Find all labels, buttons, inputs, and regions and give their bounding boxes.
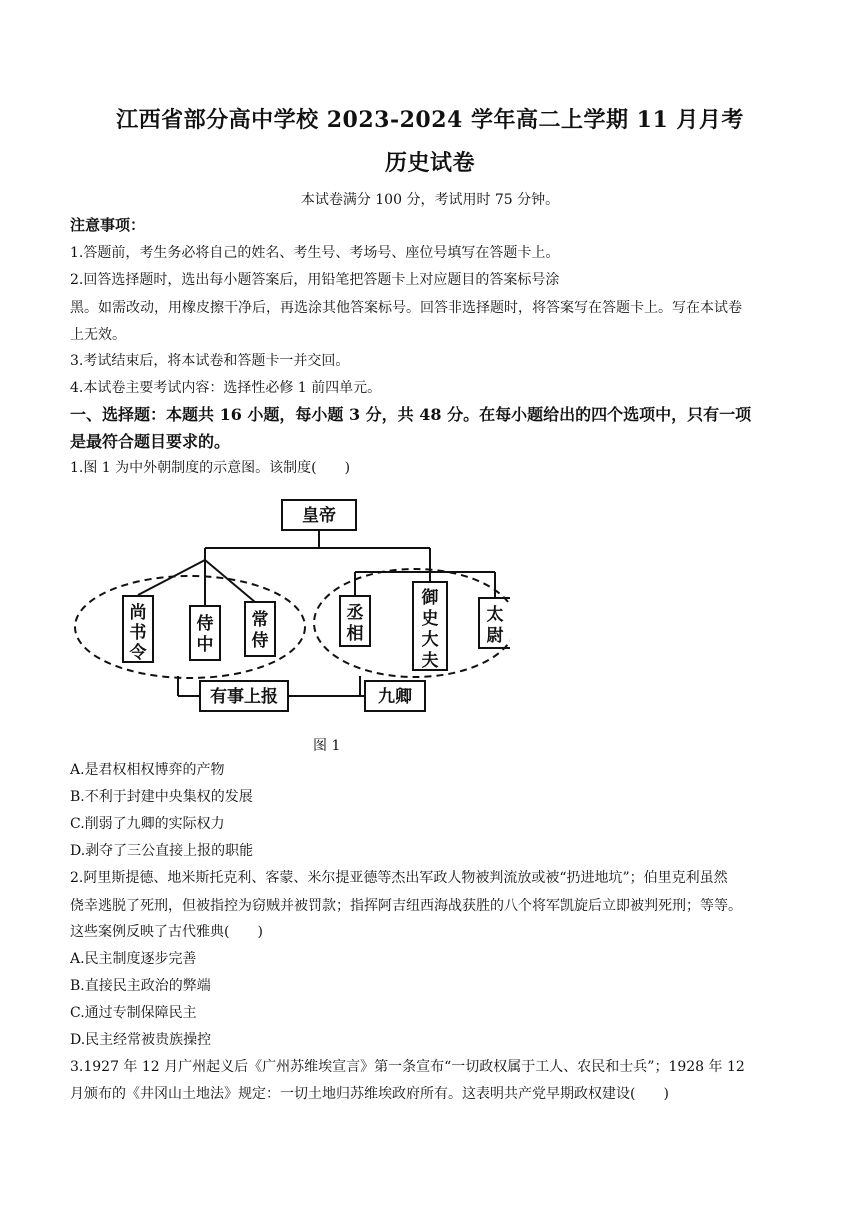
- diagram-char: 相: [346, 624, 364, 644]
- ministers-label: 九卿: [378, 687, 412, 707]
- figure-caption: 图 1: [313, 738, 341, 754]
- notice-item-2-line-2: 黑。如需改动，用橡皮擦干净后，再选涂其他答案标号。回答非选择题时，将答案写在答题卡上。写在本试卷: [70, 300, 742, 316]
- inner-official-label-2: [197, 613, 214, 655]
- q2-option-d[interactable]: D.民主经常被贵族操控: [70, 1032, 212, 1048]
- section-heading-line-1: 一、选择题：本题共 16 小题，每小题 3 分，共 48 分。在每小题给出的四个选项中，只有一项: [70, 405, 752, 424]
- outer-official-label-3: [487, 604, 504, 646]
- diagram-char: 尚: [129, 603, 147, 623]
- emperor-label: 皇帝: [302, 506, 336, 526]
- court-system-diagram: [70, 490, 510, 720]
- diagram-char: 令: [129, 643, 147, 663]
- q2-option-a[interactable]: A.民主制度逐步完善: [70, 951, 197, 967]
- q1-option-a[interactable]: A.是君权相权博弈的产物: [70, 762, 225, 778]
- diagram-char: 中: [196, 635, 214, 655]
- diagram-char: 夫: [421, 651, 439, 671]
- q1-option-d[interactable]: D.剥夺了三公直接上报的职能: [70, 843, 254, 859]
- question-2-line-3: 这些案例反映了古代雅典( ): [70, 924, 263, 940]
- question-1-stem: 1.图 1 为中外朝制度的示意图。该制度( ): [70, 460, 351, 476]
- diagram-char: 侍: [196, 614, 214, 634]
- subject-title: 历史试卷: [384, 150, 475, 176]
- notice-item-2-line-1: 2.回答选择题时，选出每小题答案后，用铅笔把答题卡上对应题目的答案标号涂: [70, 272, 560, 288]
- diagram-char: 侍: [251, 631, 269, 651]
- outer-official-label-2: [422, 587, 439, 671]
- notice-item-3: 3.考试结束后，将本试卷和答题卡一并交回。: [70, 353, 350, 369]
- notice-item-4: 4.本试卷主要考试内容：选择性必修 1 前四单元。: [70, 380, 382, 396]
- diagram-char: 太: [486, 605, 504, 625]
- diagram-char: 丞: [346, 603, 364, 623]
- notice-heading: 注意事项：: [70, 216, 146, 234]
- diagram-char: 大: [421, 630, 439, 650]
- q2-option-b[interactable]: B.直接民主政治的弊端: [70, 978, 211, 994]
- notice-item-1: 1.答题前，考生务必将自己的姓名、考生号、考场号、座位号填写在答题卡上。: [70, 245, 560, 261]
- exam-info: 本试卷满分 100 分，考试用时 75 分钟。: [300, 192, 560, 208]
- diagram-char: 书: [129, 623, 147, 643]
- exam-title: 江西省部分高中学校 2023-2024 学年高二上学期 11 月月考: [116, 107, 744, 133]
- inner-official-label-3: [252, 609, 269, 651]
- question-2-line-1: 2.阿里斯提德、地米斯托克利、客蒙、米尔提亚德等杰出军政人物被判流放或被“扔进地坑”；伯里克利虽然: [70, 870, 728, 886]
- question-3-line-2: 月颁布的《井冈山土地法》规定：一切土地归苏维埃政府所有。这表明共产党早期政权建设( ): [70, 1086, 669, 1102]
- q1-option-b[interactable]: B.不利于封建中央集权的发展: [70, 789, 253, 805]
- outer-official-label-1: [347, 603, 364, 644]
- diagram-char: 常: [251, 610, 269, 630]
- report-label: 有事上报: [210, 687, 278, 707]
- question-2-line-2: 侥幸逃脱了死刑，但被指控为窃贼并被罚款；指挥阿吉纽西海战获胜的八个将军凯旋后立即被判死刑；等等。: [70, 898, 742, 914]
- notice-item-2-line-3: 上无效。: [70, 327, 126, 343]
- diagram-char: 史: [421, 609, 439, 629]
- q2-option-c[interactable]: C.通过专制保障民主: [70, 1005, 197, 1021]
- diagram-char: 尉: [486, 626, 504, 646]
- diagram-char: 御: [421, 588, 439, 608]
- q1-option-c[interactable]: C.削弱了九卿的实际权力: [70, 816, 225, 832]
- inner-official-label-1: [129, 602, 147, 663]
- section-heading-line-2: 是最符合题目要求的。: [70, 432, 231, 451]
- question-3-line-1: 3.1927 年 12 月广州起义后《广州苏维埃宣言》第一条宣布“一切政权属于工人、农民和士兵”；1928 年 12: [70, 1059, 745, 1075]
